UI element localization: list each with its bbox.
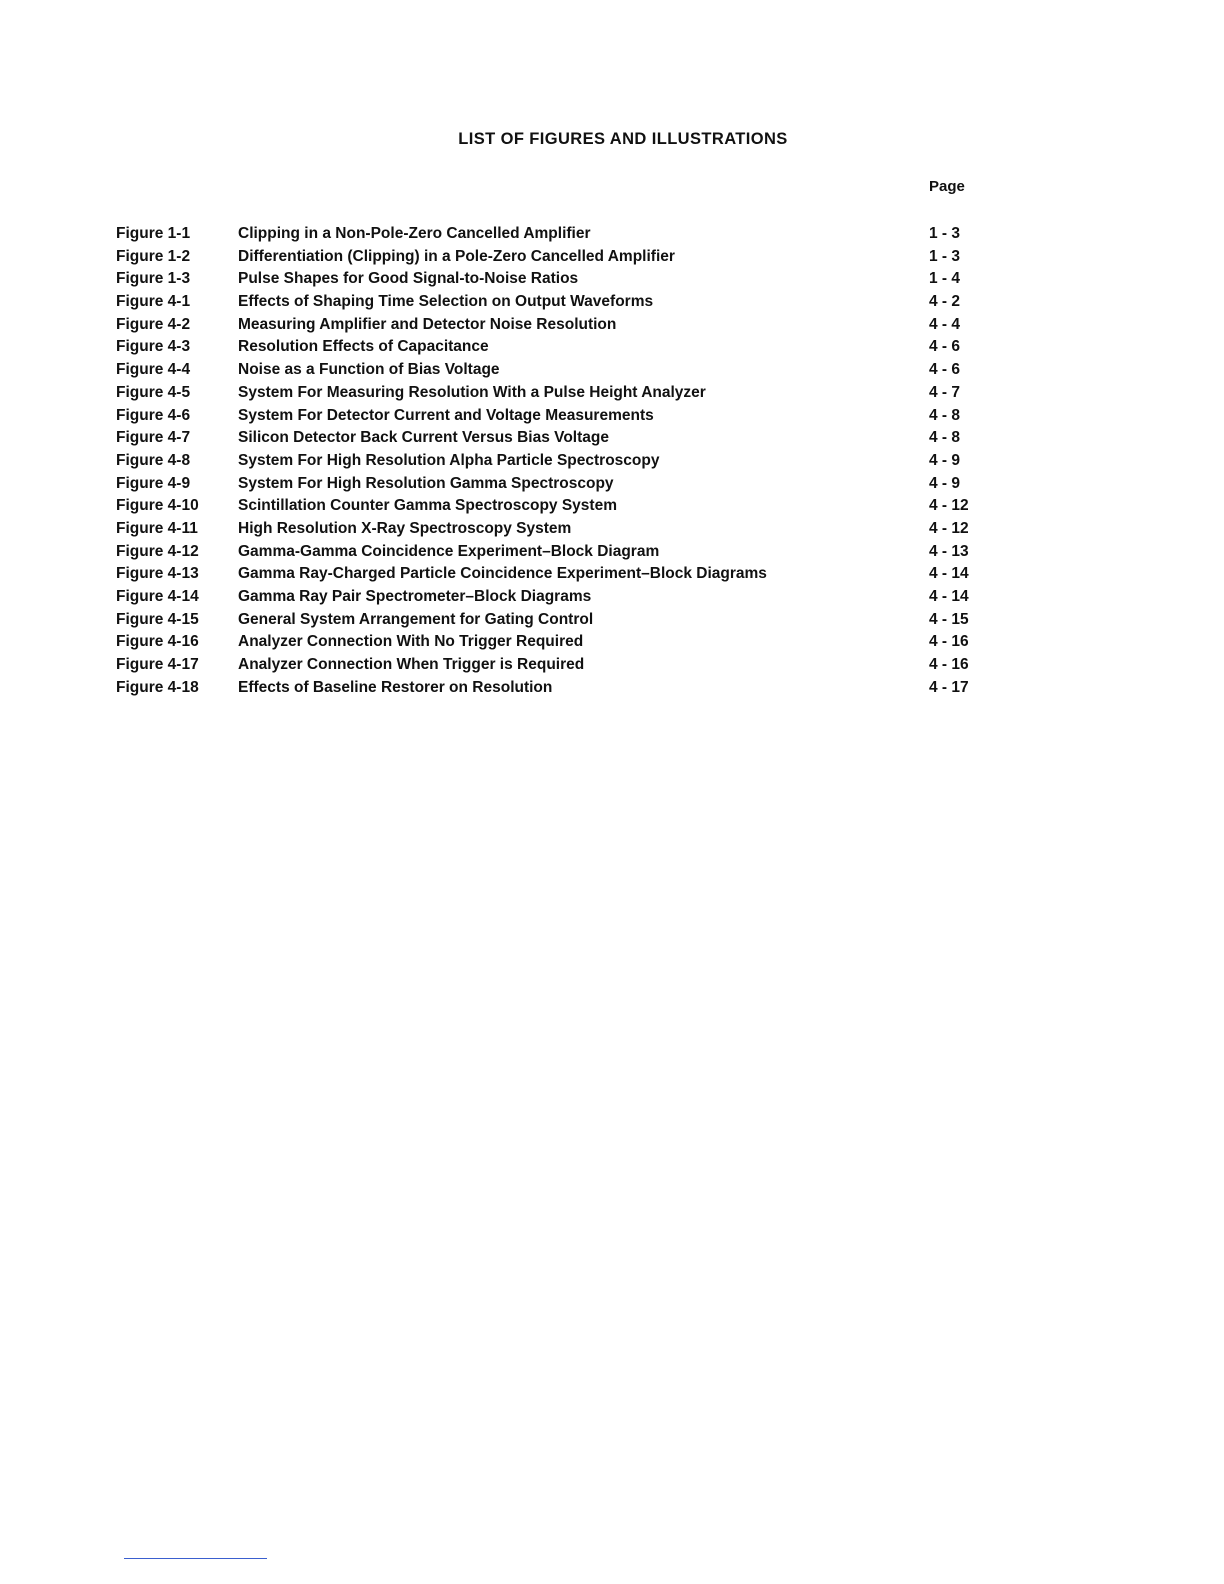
figure-label: Figure 1-2	[116, 247, 191, 265]
figure-title: System For High Resolution Gamma Spectroscopy	[238, 474, 614, 492]
figure-title: High Resolution X-Ray Spectroscopy System	[238, 519, 572, 537]
figure-title: System For Detector Current and Voltage Measurements	[238, 406, 654, 424]
figure-page-number: 4 - 9	[929, 451, 961, 469]
figure-row	[116, 473, 996, 496]
page-title: LIST OF FIGURES AND ILLUSTRATIONS	[458, 130, 788, 148]
figure-page-number: 4 - 12	[929, 497, 969, 515]
figure-title: Gamma-Gamma Coincidence Experiment–Block Diagram	[238, 542, 660, 560]
figure-row	[116, 495, 996, 518]
figure-label: Figure 1-3	[116, 270, 191, 288]
figure-row	[116, 314, 996, 337]
figure-label: Figure 4-15	[116, 610, 199, 628]
figure-page-number: 4 - 13	[929, 542, 969, 560]
figure-label: Figure 4-18	[116, 678, 199, 696]
figure-page-number: 4 - 9	[929, 474, 961, 492]
figure-row	[116, 223, 996, 246]
figure-row	[116, 246, 996, 269]
figure-label: Figure 4-17	[116, 656, 199, 674]
page-column-header: Page	[929, 178, 965, 195]
figure-page-number: 4 - 17	[929, 678, 969, 696]
figure-label: Figure 4-11	[116, 519, 198, 537]
figure-row	[116, 631, 996, 654]
figure-page-number: 4 - 16	[929, 633, 969, 651]
figure-label: Figure 4-12	[116, 542, 199, 560]
figure-label: Figure 4-13	[116, 565, 199, 583]
figure-title: Analyzer Connection With No Trigger Required	[238, 633, 584, 651]
figure-row	[116, 609, 996, 632]
figure-title: General System Arrangement for Gating Control	[238, 610, 594, 628]
figure-row	[116, 427, 996, 450]
figure-label: Figure 1-1	[116, 225, 191, 242]
figure-page-number: 4 - 6	[929, 338, 961, 356]
figure-label: Figure 4-4	[116, 361, 191, 379]
figure-title: System For High Resolution Alpha Particle Spectroscopy	[238, 451, 660, 469]
figure-row	[116, 563, 996, 586]
figure-title: Noise as a Function of Bias Voltage	[238, 361, 500, 379]
figure-row	[116, 382, 996, 405]
figure-title: Resolution Effects of Capacitance	[238, 338, 489, 356]
figure-page-number: 4 - 8	[929, 406, 961, 424]
figure-row	[116, 541, 996, 564]
figure-label: Figure 4-8	[116, 451, 191, 469]
figure-label: Figure 4-1	[116, 293, 191, 311]
figure-label: Figure 4-5	[116, 383, 191, 401]
figure-row	[116, 677, 996, 700]
figure-page-number: 4 - 4	[929, 315, 961, 333]
figure-row	[116, 291, 996, 314]
figure-page-number: 4 - 8	[929, 429, 961, 447]
figure-page-number: 1 - 3	[929, 225, 961, 242]
figure-row	[116, 518, 996, 541]
figure-title: System For Measuring Resolution With a Pulse Height Analyzer	[238, 383, 706, 401]
figure-label: Figure 4-2	[116, 315, 191, 333]
figure-title: Gamma Ray-Charged Particle Coincidence Experiment–Block Diagrams	[238, 565, 767, 583]
figure-title: Gamma Ray Pair Spectrometer–Block Diagrams	[238, 588, 592, 605]
figure-label: Figure 4-10	[116, 497, 199, 515]
figure-label: Figure 4-16	[116, 633, 199, 651]
figure-row	[116, 654, 996, 677]
figure-page-number: 4 - 7	[929, 383, 961, 401]
figure-page-number: 4 - 16	[929, 656, 969, 674]
figure-page-number: 4 - 14	[929, 588, 969, 605]
footnote-rule	[124, 1558, 267, 1559]
figure-page-number: 4 - 12	[929, 519, 969, 537]
figure-title: Clipping in a Non-Pole-Zero Cancelled Amplifier	[238, 225, 591, 242]
figure-row	[116, 586, 996, 609]
figure-row	[116, 359, 996, 382]
figure-page-number: 1 - 4	[929, 270, 961, 288]
figure-title: Differentiation (Clipping) in a Pole-Zero Cancelled Amplifier	[238, 247, 675, 265]
figure-list	[116, 223, 996, 699]
figure-page-number: 4 - 14	[929, 565, 969, 583]
figure-title: Effects of Shaping Time Selection on Output Waveforms	[238, 293, 654, 311]
figure-title: Silicon Detector Back Current Versus Bias Voltage	[238, 429, 609, 447]
figure-row	[116, 450, 996, 473]
figure-row	[116, 336, 996, 359]
figure-label: Figure 4-3	[116, 338, 191, 356]
figure-title: Scintillation Counter Gamma Spectroscopy System	[238, 497, 617, 515]
figure-page-number: 4 - 6	[929, 361, 961, 379]
figure-label: Figure 4-7	[116, 429, 191, 447]
figure-row	[116, 268, 996, 291]
figure-title: Measuring Amplifier and Detector Noise Resolution	[238, 315, 617, 333]
figure-page-number: 4 - 2	[929, 293, 961, 311]
figure-label: Figure 4-9	[116, 474, 191, 492]
figure-title: Analyzer Connection When Trigger is Required	[238, 656, 585, 674]
figure-page-number: 4 - 15	[929, 610, 969, 628]
figure-title: Pulse Shapes for Good Signal-to-Noise Ratios	[238, 270, 579, 288]
figure-label: Figure 4-6	[116, 406, 191, 424]
figure-title: Effects of Baseline Restorer on Resolution	[238, 678, 553, 696]
figure-label: Figure 4-14	[116, 588, 199, 605]
figure-row	[116, 405, 996, 428]
figure-page-number: 1 - 3	[929, 247, 961, 265]
